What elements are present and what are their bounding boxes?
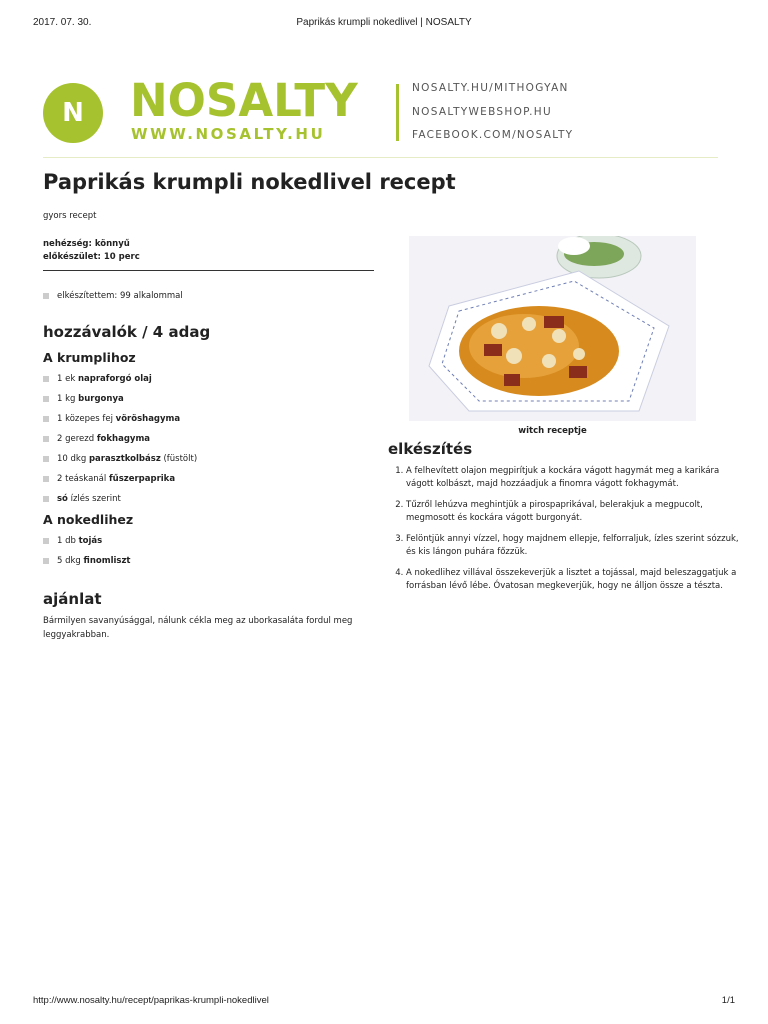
print-page-title: Paprikás krumpli nokedlivel | NOSALTY [296,17,472,28]
bullet-icon [43,496,49,502]
ingredient-qty: 1 db [57,536,76,546]
brand-wordmark: NOSALTY [130,74,358,127]
ingredient-note: (füstölt) [163,454,198,464]
recommendation-heading: ajánlat [43,590,102,608]
ingredients-heading: hozzávalók / 4 adag [43,323,211,341]
ingredient-qty: 2 gerezd [57,434,95,444]
ingredient-name[interactable]: só [57,494,68,504]
ingredient-list-nokedli [43,535,130,575]
preparation-steps [388,465,741,601]
page-url[interactable]: http://www.nosalty.hu/recept/paprikas-krumpli-nokedlivel [33,995,269,1006]
ingredient-name[interactable]: tojás [78,536,103,546]
ingredient-name[interactable]: vöröshagyma [115,414,181,424]
preparation-step: 1. A felhevített olajon megpirítjuk a kockára vágott hagymát meg a karikára vágott kolbászt, majd hozzáadjuk a finomra vágott fokhagymát. [406,465,741,491]
ingredient-item [43,473,197,493]
ingredient-item [43,413,197,433]
recipe-meta [43,238,140,264]
ingredient-name[interactable]: fokhagyma [96,434,151,444]
link-webshop[interactable]: NOSALTYWEBSHOP.HU [412,106,552,118]
ingredient-qty: 1 ek [57,374,76,384]
ingredient-note: ízlés szerint [70,494,121,504]
ingredient-item [43,393,197,413]
recommendation-text: Bármilyen savanyúsággal, nálunk cékla meg az uborkasaláta fordul meg leggyakrabban. [43,616,353,640]
ingredient-qty: 1 kg [57,394,76,404]
ingredient-name[interactable]: burgonya [78,394,124,404]
ingredient-group-title: A nokedlihez [43,512,134,527]
page-number: 1/1 [721,995,735,1006]
ingredient-item [43,493,197,513]
prep-time: előkészület: 10 perc [43,252,140,262]
ingredient-item [43,555,130,575]
logo-divider [396,84,399,141]
bullet-icon [43,293,49,299]
bullet-icon [43,436,49,442]
photo-caption: witch receptje [518,426,587,436]
bullet-icon [43,456,49,462]
bullet-icon [43,558,49,564]
ingredient-name[interactable]: finomliszt [83,556,131,566]
ingredient-name[interactable]: fűszerpaprika [108,474,176,484]
ingredient-qty: 2 teáskanál [57,474,107,484]
header-divider [43,157,718,158]
link-mithogyan[interactable]: NOSALTY.HU/MITHOGYAN [412,82,569,94]
bullet-icon [43,376,49,382]
preparation-step: 4. A nokedlihez villával összekeverjük a lisztet a tojással, majd beleszaggatjuk a forrásban lévő lébe. Óvatosan megkeverjük, hogy ne álljon össze a tészta. [406,567,741,593]
bullet-icon [43,538,49,544]
ingredient-qty: 5 dkg [57,556,81,566]
brand-url: WWW.NOSALTY.HU [131,125,326,143]
print-date: 2017. 07. 30. [33,17,92,28]
bullet-icon [43,416,49,422]
preparation-step: 3. Felöntjük annyi vízzel, hogy majdnem ellepje, felforraljuk, ízles szerint sózzuk, és kis lángon puhára főzzük. [406,533,741,559]
recipe-photo [409,236,696,421]
ingredient-name[interactable]: parasztkolbász [88,454,161,464]
made-count: elkészítettem: 99 alkalommal [43,291,183,301]
preparation-step: 2. Tűzről lehúzva meghintjük a pirospaprikával, belerakjuk a megpucolt, megmosott és kockára vágott burgonyát. [406,499,741,525]
recipe-tag[interactable]: gyors recept [43,211,97,221]
difficulty: nehézség: könnyű [43,239,130,249]
bullet-icon [43,396,49,402]
link-facebook[interactable]: FACEBOOK.COM/NOSALTY [412,129,574,141]
ingredient-list-potato [43,373,197,513]
ingredient-item [43,433,197,453]
nosalty-logo-icon: N [43,83,103,143]
preparation-heading: elkészítés [388,440,473,458]
ingredient-group-title: A krumplihoz [43,350,136,365]
ingredient-item [43,453,197,473]
ingredient-qty: 1 közepes fej [57,414,113,424]
bullet-icon [43,476,49,482]
meta-divider [43,270,374,271]
ingredient-item [43,535,130,555]
ingredient-qty: 10 dkg [57,454,87,464]
ingredient-name[interactable]: napraforgó olaj [77,374,152,384]
recipe-title: Paprikás krumpli nokedlivel recept [43,170,456,194]
ingredient-item [43,373,197,393]
